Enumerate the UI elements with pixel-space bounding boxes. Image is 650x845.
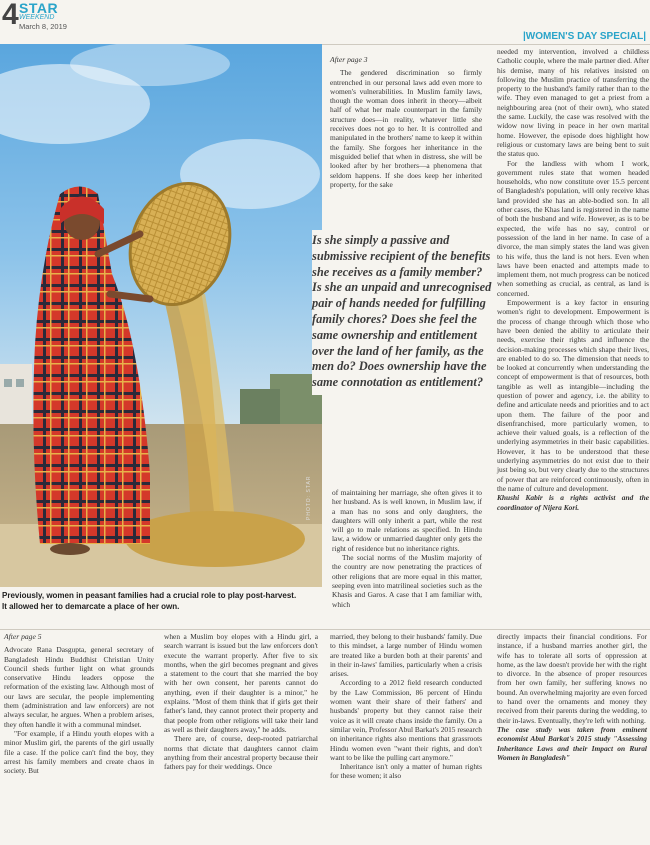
photo-credit: PHOTO: STAR [306, 475, 312, 520]
paragraph: Inheritance isn't only a matter of human rights for these women; it also [330, 762, 482, 781]
paragraph: of maintaining her marriage, she often gives it to her husband. As is well known, in Muslim law, if a man has no sons and only daughters, the daughters will only inherit a part, while the rest will go to male relations as specified. In Hindu law, a widow or unmarried daughter only gets the right of residence but no inheritance rights. [332, 488, 482, 553]
photo-illustration [0, 44, 322, 587]
paragraph: married, they belong to their husbands' family. Due to this mindset, a large number of Hindu women are treated like a burden both at their parents' and in their in-laws' families, particularly when a crisis arises. [330, 632, 482, 679]
paragraph: Empowerment is a key factor in ensuring women's right to development. Empowerment is the process of change through which those who have been denied the ability to articulate their needs, exercise their rights and influence the decision-making processes which shape their lives, are enabled to do so. The dimension that needs to be looked at concurrently when understanding the concept of empowerment is that of resources, both tangible as well as intangible—including the question of power and agency, i.e. the ability to define and articulate needs and priorities and to act upon them. The failure of the poor and disenfranchised, more particularly women, to achieve their valued goals, is a reflection of the underlying asymmetries in their basic capabilities. However, it has to be understood that these underlying asymmetries do not exist due to their just being so, but very clearly due to the structures of power that are reinforced continuously, often in the name of culture and development. [497, 298, 649, 493]
paragraph: The gendered discrimination so firmly entrenched in our personal laws add even more to women's vulnerabilities. In Muslim family laws, though the woman does inherit in theory—albeit half of what her male counterpart in the family structure does—in reality, whatever little she receives does not go to her. It is controlled and manipulated in the brothers' name to keep it within the family. She forgoes her inheritance in the misguided belief that when in distress, she will be looked after by her brothers—a phenomena that seldom happens. If she does keep her inherited property, for the sake [330, 68, 482, 189]
photo-caption: Previously, women in peasant families had a crucial role to play post-harvest. It allowed her to demarcate a place of her own. [2, 591, 297, 611]
article-column-b [497, 47, 649, 512]
source-note: The case study was taken from eminent economist Abul Barkat's 2015 study "Assessing Inheritance Laws and their Impact on Rural Women in Bangladesh" [497, 724, 647, 762]
pull-quote: Is she simply a passive and submissive recipient of the benefits she receives as a family member? Is she an unpaid and unrecognised pair of hands needed for fulfilling family chores? Does she feel the same ownership and entitlement over the land of her family, as the men do? Does ownership have the same connotation as entitlement? [312, 230, 492, 395]
author-byline: Khushi Kabir is a rights activist and the coordinator of Nijera Kori. [497, 493, 649, 512]
brand-logo: STAR [19, 0, 59, 16]
harvest-photo [0, 44, 322, 587]
bottom-column-1 [4, 632, 154, 775]
paragraph: directly impacts their financial conditions. For instance, if a husband marries another girl, the wife has to tolerate all sorts of oppression at home, as the law doesn't provide her with the right to divorce. In the absence of proper resources from her own family, her suffering knows no bound. An overwhelming majority are even forced to hand over the ornaments and money they received from their parents during the wedding, to their in-laws. Eventually, they're left with nothing. [497, 632, 647, 725]
paragraph: "For example, if a Hindu youth elopes with a minor Muslim girl, the parents of the girl usually file a case. If the police can't find the boy, they arrest his family members and create chaos in society. But [4, 728, 154, 776]
paragraph: Advocate Rana Dasgupta, general secretary of Bangladesh Hindu Buddhist Christian Unity Council sheds further light on what grounds conservative Hindu leaders oppose the reformation of the existing law. Although most of our laws are secular, the people implementing them (administration and law enforcers) are not always secular, he argues. When a problem arises, they often handle it with a communal mindset. [4, 645, 154, 729]
paragraph: The social norms of the Muslim majority of the country are now penetrating the practices of other religions that are more equal in this matter, seeping even into matrilineal societies such as the Khasis and Garos. A case that I am familiar with, which [332, 553, 482, 609]
continued-from-label: After page 5 [4, 632, 42, 641]
bottom-column-2 [164, 632, 318, 771]
paragraph: According to a 2012 field research conducted by the Law Commission, 86 percent of Hindu women want their share of their fathers' and husbands' property but they cannot raise their voice as it will create chaos inside the family. On a similar vein, Professor Abul Barkat's 2015 research on inheritance rights also mentions that grassroots Hindu women even "want their rights, and don't want to be like the pulling cart anymore." [330, 678, 482, 762]
paragraph: For the landless with whom I work, government rules state that women headed households, who now constitute over 15.5 percent of Bangladesh's population, will only receive khas land provided she has an able-bodied son. In all other cases, the Khas land is registered in the name of both the husband and wife. However, as is to be expected, the wife has no say, control or possession of the land in her name. In case of a divorce, the man simply states the land was given to his wife, thus the land is not hers. Even when laws have been enacted and attempts made to implement them, not much progress can be noticed when something as crucial, as central, as land is concerned. [497, 158, 649, 298]
page-number: 4 [2, 0, 19, 31]
article-column-c [332, 488, 482, 609]
paragraph: There are, of course, deep-rooted patriarchal norms that dictate that daughters cannot claim anything from their ancestral property because their fathers pay for their weddings. Once [164, 734, 318, 772]
continued-from-label: After page 3 [330, 55, 368, 64]
bottom-column-3 [330, 632, 482, 781]
issue-date: March 8, 2019 [19, 22, 67, 31]
section-label: |WOMEN'S DAY SPECIAL| [523, 31, 646, 42]
paragraph: needed my intervention, involved a childless Catholic couple, where the male partner died. After his demise, many of his relatives insisted on following the Muslim practice of transferring the property to the husband's family rather than to the wife. They even managed to get a priest from a neighbouring area (not of their own), who stated the same. Luckily, the case was resolved with the widow now living in peace in her own marital home. However, the episode does highlight how religious or customary laws are being bent to suit the status quo. [497, 47, 649, 159]
article-column-a [330, 55, 482, 189]
divider [0, 629, 650, 630]
paragraph: when a Muslim boy elopes with a Hindu girl, a search warrant is issued but the law enforcers don't execute the warrant properly. After five to six months, when the girl becomes pregnant and gives a statement to the court that she married the boy with her own consent, her parents cannot do anything, even if their daughter is a minor," he explains. "Most of them think that if girls get their father's land, they cannot protect their property and that people from other religions will take their land as well as their daughters away," he adds. [164, 632, 318, 734]
bottom-column-4 [497, 632, 647, 762]
brand-subtitle: WEEKEND [19, 14, 55, 21]
